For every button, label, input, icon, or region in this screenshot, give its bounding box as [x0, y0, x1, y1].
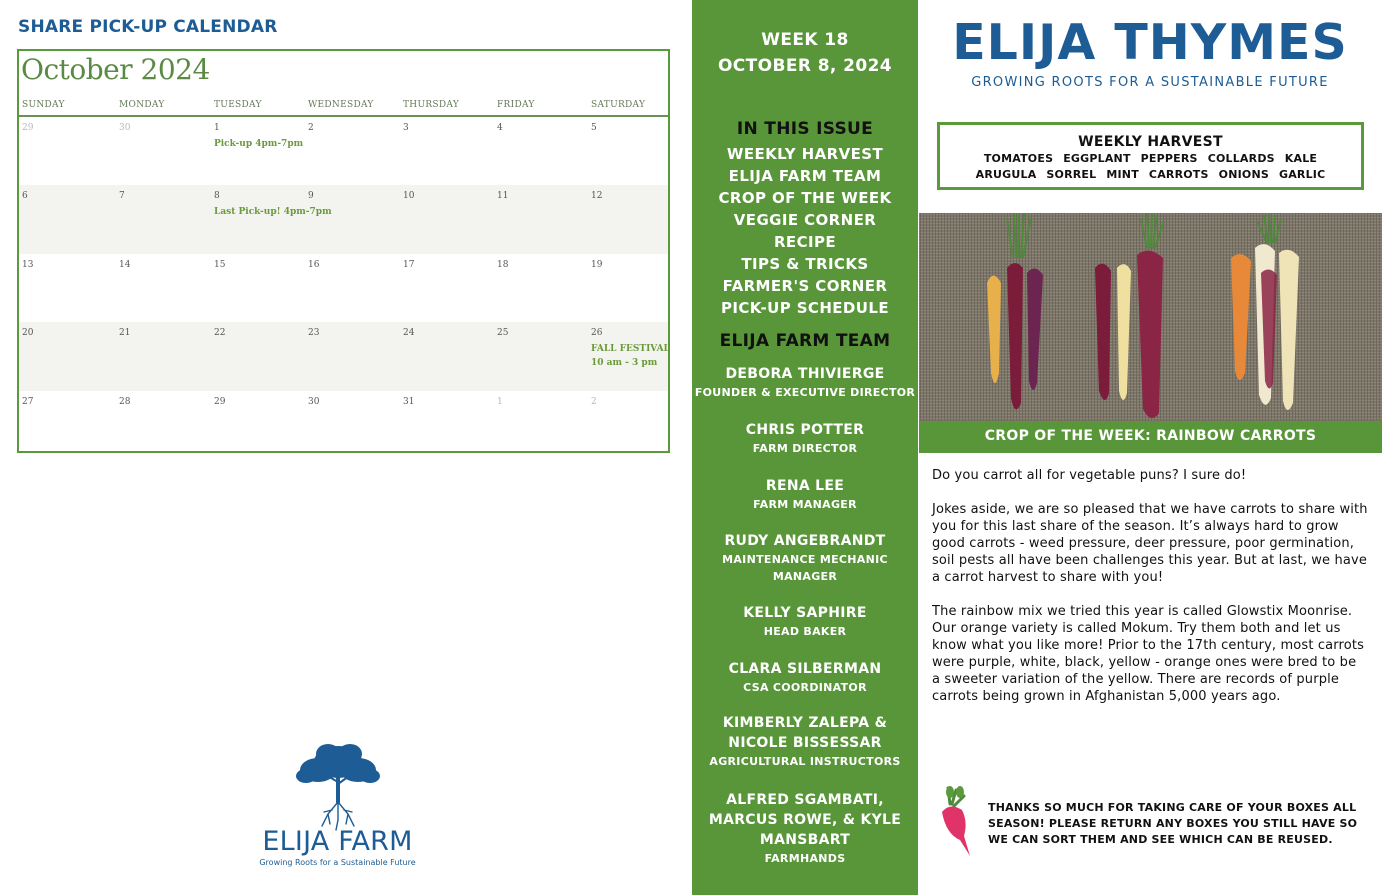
calendar-grid [19, 117, 668, 459]
day-number: 31 [403, 396, 415, 407]
calendar-week-row [19, 322, 668, 390]
calendar-day [211, 117, 305, 185]
day-number: 2 [591, 396, 597, 407]
week-number: WEEK 18 [761, 30, 849, 50]
member-name: CLARA SILBERMAN [728, 661, 882, 677]
calendar-week-row [19, 254, 668, 322]
member-role: HEAD BAKER [763, 625, 847, 638]
day-number: 3 [403, 123, 409, 133]
tree-icon [288, 740, 388, 832]
member-name: RENA LEE [765, 478, 845, 494]
team-member [692, 531, 918, 585]
day-number: 19 [591, 259, 603, 270]
article-paragraph: Jokes aside, we are so pleased that we have carrots to share with you for this last share of the season. It’s always hard to grow good carrots - weed pressure, deer pressure, poor germination, soil pests all have been challenges this year. But at last, we have a carrot harvest to share with you! [932, 502, 1368, 585]
weekday-label: SATURDAY [591, 100, 646, 110]
day-number: 12 [591, 191, 603, 202]
day-number: 7 [119, 191, 125, 202]
day-number: 26 [591, 328, 603, 339]
article-paragraph: Do you carrot all for vegetable puns? I sure do! [932, 468, 1247, 483]
member-role: MAINTENANCE MECHANIC MANAGER [722, 553, 888, 583]
calendar-day [116, 391, 210, 459]
logo-name: ELIJA FARM [262, 826, 413, 857]
member-name: DEBORA THIVIERGE [725, 366, 885, 382]
day-number: 14 [119, 259, 131, 270]
calendar-event: FALL FESTIVAL 10 am - 3 pm [591, 344, 670, 369]
member-role: FARM DIRECTOR [752, 442, 858, 455]
calendar-day [19, 391, 113, 459]
team-member [692, 364, 918, 401]
newsletter-title: ELIJA THYMES [952, 14, 1348, 71]
day-number: 18 [497, 259, 509, 270]
weekly-harvest-title: WEEKLY HARVEST [1078, 134, 1223, 150]
day-number: 29 [22, 123, 34, 133]
member-role: FOUNDER & EXECUTIVE DIRECTOR [694, 386, 916, 399]
day-number: 10 [403, 191, 415, 202]
issue-contents-list [692, 143, 918, 319]
calendar-day [494, 391, 588, 459]
day-number: 20 [22, 328, 34, 339]
harvest-item: PEPPERS [1140, 152, 1198, 165]
calendar-day [400, 254, 494, 322]
calendar-day [116, 322, 210, 390]
day-number: 27 [22, 396, 34, 407]
calendar-day [494, 185, 588, 253]
member-name: KIMBERLY ZALEPA & NICOLE BISSESSAR [722, 715, 888, 751]
contents-item: WEEKLY HARVEST [726, 145, 884, 163]
beet-icon [936, 786, 978, 858]
calendar-day [116, 254, 210, 322]
team-member [692, 659, 918, 696]
team-heading: ELIJA FARM TEAM [719, 331, 891, 351]
day-number: 25 [497, 328, 509, 339]
day-number: 11 [497, 191, 509, 202]
calendar-day [400, 117, 494, 185]
day-number: 30 [308, 396, 320, 407]
weekday-label: SUNDAY [22, 100, 65, 110]
contents-item: CROP OF THE WEEK [718, 189, 892, 207]
day-number: 29 [214, 396, 226, 407]
calendar-day [211, 185, 332, 253]
member-role: AGRICULTURAL INSTRUCTORS [709, 755, 901, 768]
calendar-day [588, 322, 682, 390]
box-return-note: THANKS SO MUCH FOR TAKING CARE OF YOUR BOXES ALL SEASON! PLEASE RETURN ANY BOXES YOU STILL HAVE SO WE CAN SORT THEM AND SEE WHICH CAN BE REUSED. [988, 801, 1358, 846]
member-role: FARMHANDS [764, 852, 846, 865]
day-number: 15 [214, 259, 226, 270]
crop-of-the-week-banner: CROP OF THE WEEK: RAINBOW CARROTS [919, 421, 1382, 453]
weekday-label: TUESDAY [214, 100, 262, 110]
elija-farm-logo [250, 740, 425, 867]
harvest-item: EGGPLANT [1063, 152, 1131, 165]
day-number: 21 [119, 328, 131, 339]
logo-tagline: Growing Roots for a Sustainable Future [259, 858, 416, 867]
member-role: CSA COORDINATOR [743, 681, 867, 694]
day-number: 6 [22, 191, 28, 202]
calendar-day [588, 254, 682, 322]
calendar-week-row [19, 185, 668, 253]
calendar-day [211, 322, 305, 390]
harvest-item: ONIONS [1218, 168, 1269, 181]
calendar-day [305, 185, 399, 253]
crop-article [932, 467, 1368, 722]
calendar-day [19, 254, 113, 322]
calendar-day [305, 322, 399, 390]
weekday-label: WEDNESDAY [308, 100, 374, 110]
harvest-row [940, 167, 1361, 183]
calendar-day [588, 391, 682, 459]
team-member [692, 713, 918, 770]
day-number: 17 [403, 259, 415, 270]
calendar-day [494, 322, 588, 390]
day-number: 28 [119, 396, 131, 407]
harvest-item: COLLARDS [1207, 152, 1275, 165]
team-member [692, 420, 918, 457]
contents-item: TIPS & TRICKS [741, 255, 869, 273]
day-number: 1 [214, 123, 220, 133]
sidebar-column [692, 0, 918, 895]
team-member [692, 476, 918, 513]
calendar-day [400, 322, 494, 390]
calendar-event: Last Pick-up! 4pm-7pm [214, 207, 332, 218]
day-number: 23 [308, 328, 320, 339]
weekday-label: THURSDAY [403, 100, 460, 110]
harvest-row [940, 151, 1361, 167]
day-number: 5 [591, 123, 597, 133]
calendar-day [19, 185, 113, 253]
team-member [692, 603, 918, 640]
article-paragraph: The rainbow mix we tried this year is called Glowstix Moonrise. Our orange variety is called Mokum. Try them both and let us know what you like more! Prior to the 17th century, most carrots were purple, white, black, yellow - orange ones were bred to be a sweeter variation of the yellow. There are records of purple carrots being grown in Afghanistan 5,000 years ago. [932, 604, 1365, 704]
pickup-calendar [17, 49, 670, 453]
day-number: 16 [308, 259, 320, 270]
member-name: CHRIS POTTER [745, 422, 865, 438]
harvest-item: KALE [1284, 152, 1318, 165]
contents-item: VEGGIE CORNER [733, 211, 877, 229]
calendar-week-row [19, 391, 668, 459]
calendar-event: Pick-up 4pm-7pm [214, 139, 304, 149]
calendar-day [211, 254, 305, 322]
member-name: ALFRED SGAMBATI, MARCUS ROWE, & KYLE MANSBART [708, 792, 902, 848]
member-role: FARM MANAGER [753, 498, 857, 511]
rainbow-carrots-photo [919, 213, 1382, 421]
weekly-harvest-box [937, 122, 1364, 190]
day-number: 2 [308, 123, 314, 133]
weekday-label: MONDAY [119, 100, 165, 110]
calendar-day [305, 254, 399, 322]
member-name: KELLY SAPHIRE [743, 605, 867, 621]
member-name: RUDY ANGEBRANDT [724, 533, 886, 549]
contents-item: RECIPE [773, 233, 837, 251]
day-number: 1 [497, 396, 503, 407]
calendar-day [116, 117, 210, 185]
day-number: 4 [497, 123, 503, 133]
calendar-heading: SHARE PICK-UP CALENDAR [18, 17, 278, 37]
calendar-week-row [19, 117, 668, 185]
calendar-day [588, 185, 682, 253]
calendar-day [211, 391, 305, 459]
harvest-item: CARROTS [1148, 168, 1209, 181]
calendar-day [19, 322, 113, 390]
day-number: 9 [308, 191, 314, 202]
issue-date: OCTOBER 8, 2024 [717, 56, 893, 76]
harvest-item: TOMATOES [983, 152, 1054, 165]
day-number: 30 [119, 123, 131, 133]
in-this-issue-heading: IN THIS ISSUE [736, 119, 874, 139]
newsletter-subtitle: GROWING ROOTS FOR A SUSTAINABLE FUTURE [971, 75, 1329, 90]
weekday-label: FRIDAY [497, 100, 535, 110]
team-member [692, 790, 918, 867]
calendar-day [494, 254, 588, 322]
harvest-item: MINT [1106, 168, 1139, 181]
day-number: 8 [214, 191, 220, 202]
harvest-item: ARUGULA [975, 168, 1037, 181]
calendar-day [494, 117, 588, 185]
calendar-day [305, 391, 399, 459]
calendar-day [400, 185, 494, 253]
contents-item: ELIJA FARM TEAM [728, 167, 882, 185]
calendar-day [116, 185, 210, 253]
calendar-day [305, 117, 399, 185]
calendar-day [588, 117, 682, 185]
calendar-day [400, 391, 494, 459]
day-number: 13 [22, 259, 34, 270]
calendar-day [19, 117, 113, 185]
calendar-weekday-header [19, 98, 668, 117]
harvest-item: GARLIC [1278, 168, 1326, 181]
day-number: 22 [214, 328, 226, 339]
calendar-month-title: October 2024 [21, 53, 210, 86]
day-number: 24 [403, 328, 415, 339]
contents-item: PICK-UP SCHEDULE [721, 299, 889, 317]
contents-item: FARMER'S CORNER [722, 277, 888, 295]
harvest-item: SORREL [1046, 168, 1097, 181]
